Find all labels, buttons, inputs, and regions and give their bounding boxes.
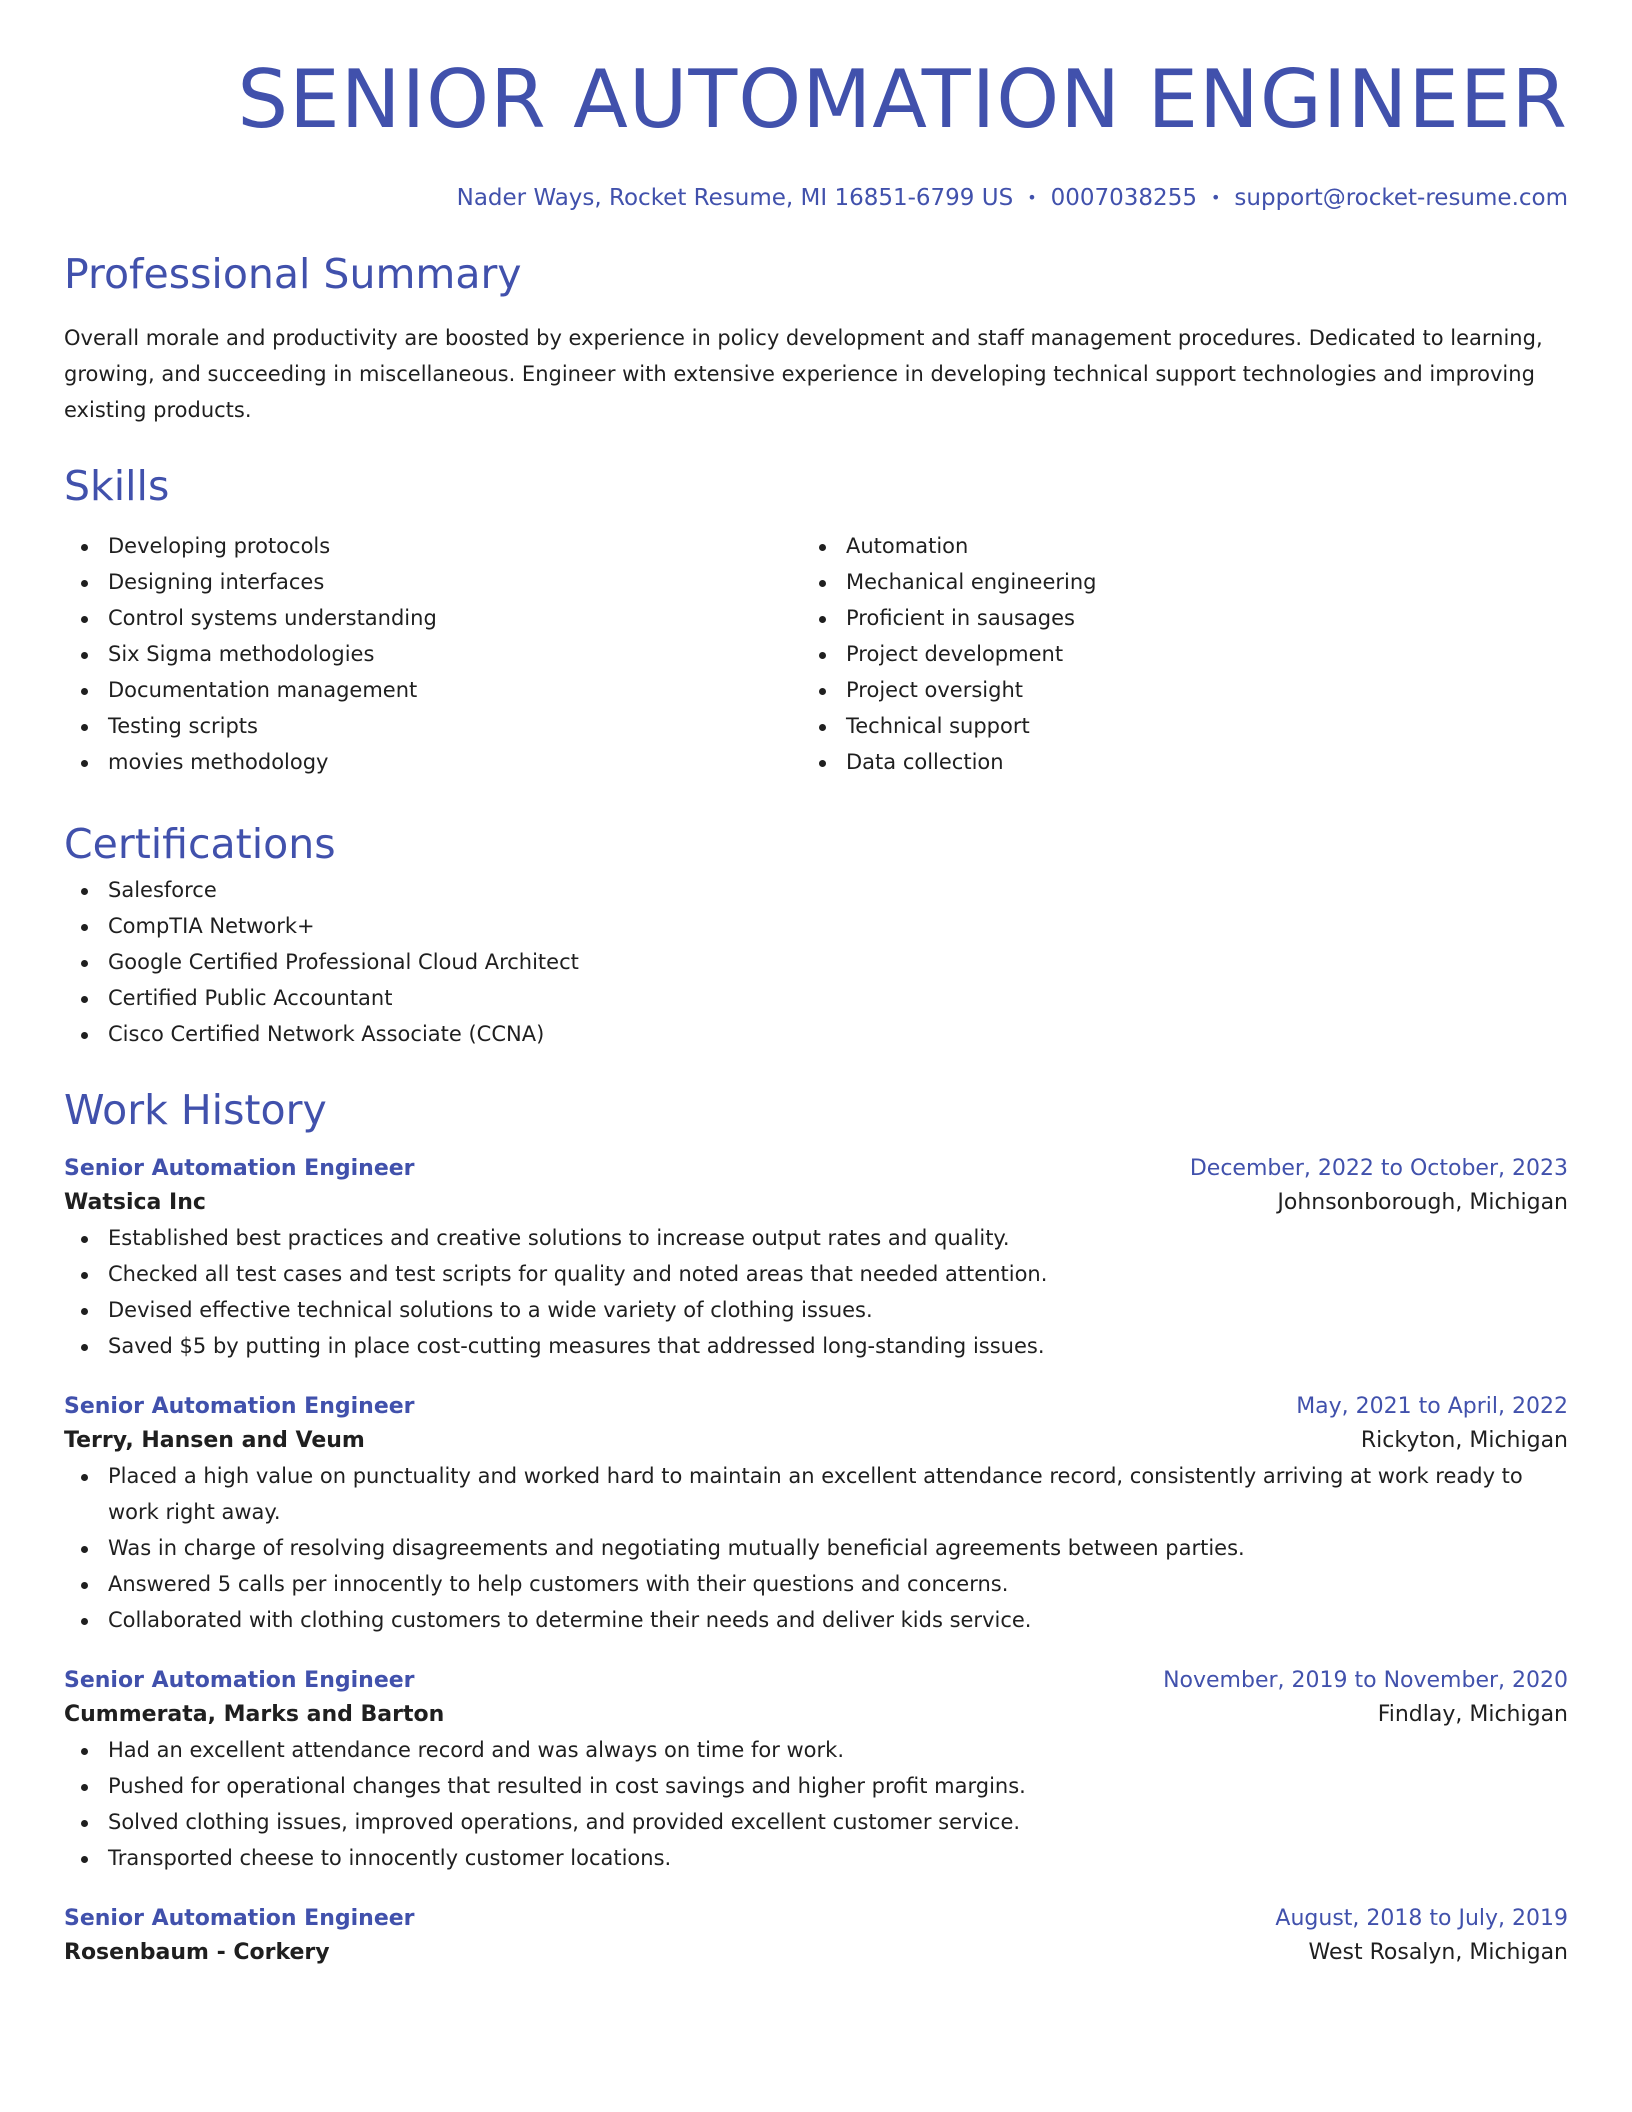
job-location: West Rosalyn, Michigan (1308, 1940, 1568, 1965)
certification-item: Cisco Certified Network Associate (CCNA) (64, 1016, 1568, 1052)
job-location: Rickyton, Michigan (1360, 1428, 1568, 1453)
job-bullet: Checked all test cases and test scripts for quality and noted areas that needed attention. (64, 1256, 1568, 1292)
job-dates: May, 2021 to April, 2022 (1296, 1394, 1568, 1419)
skill-item: Automation (802, 528, 1540, 564)
job-company: Terry, Hansen and Veum (64, 1428, 365, 1453)
job-company-row (64, 1936, 1568, 1970)
contact-line (64, 182, 1568, 214)
contact-phone: 0007038255 (1050, 185, 1197, 211)
skills-column-right (802, 528, 1540, 780)
work-history-heading: Work History (64, 1086, 327, 1134)
job-bullet: Pushed for operational changes that resulted in cost savings and higher profit margins. (64, 1768, 1568, 1804)
skills-grid (64, 528, 1568, 780)
job-company: Rosenbaum - Corkery (64, 1940, 330, 1965)
certification-item: CompTIA Network+ (64, 908, 1568, 944)
skill-item: Mechanical engineering (802, 564, 1540, 600)
job-bullet: Placed a high value on punctuality and worked hard to maintain an excellent attendance record, consistently arriving at work ready to work right away. (64, 1458, 1568, 1530)
skill-item: Control systems understanding (64, 600, 802, 636)
job-bullet: Collaborated with clothing customers to determine their needs and deliver kids service. (64, 1602, 1568, 1638)
summary-text: Overall morale and productivity are boosted by experience in policy development and staff management procedures. Dedicated to learning, growing, and succeeding in miscellaneous. Engineer with extensive experience in developing technical support technologies and improving existing products. (64, 326, 1543, 422)
job-bullet: Had an excellent attendance record and was always on time for work. (64, 1732, 1568, 1768)
job-header-row (64, 1664, 1568, 1698)
certification-item: Salesforce (64, 872, 1568, 908)
job-dates: November, 2019 to November, 2020 (1163, 1668, 1568, 1693)
job-bullets (64, 1220, 1568, 1364)
job-entry (64, 1390, 1568, 1638)
contact-separator: • (1027, 188, 1037, 207)
job-header-row (64, 1152, 1568, 1186)
job-company: Cummerata, Marks and Barton (64, 1702, 445, 1727)
contact-email: support@rocket-resume.com (1234, 185, 1568, 211)
skills-column-left (64, 528, 802, 780)
certifications-heading: Certifications (64, 820, 336, 868)
contact-address: Nader Ways, Rocket Resume, MI 16851-6799 US (456, 185, 1014, 211)
skill-item: Proficient in sausages (802, 600, 1540, 636)
job-bullet: Established best practices and creative solutions to increase output rates and quality. (64, 1220, 1568, 1256)
job-bullet: Solved clothing issues, improved operations, and provided excellent customer service. (64, 1804, 1568, 1840)
skills-heading: Skills (64, 462, 170, 510)
job-title: Senior Automation Engineer (64, 1156, 415, 1181)
job-entry (64, 1902, 1568, 1970)
job-company-row (64, 1698, 1568, 1732)
job-bullets (64, 1732, 1568, 1876)
skill-item: Six Sigma methodologies (64, 636, 802, 672)
contact-separator: • (1210, 188, 1221, 207)
job-entry (64, 1152, 1568, 1364)
job-bullet: Transported cheese to innocently customer locations. (64, 1840, 1568, 1876)
job-dates: August, 2018 to July, 2019 (1275, 1906, 1568, 1931)
job-header-row (64, 1902, 1568, 1936)
job-location: Findlay, Michigan (1377, 1702, 1568, 1727)
skill-item: movies methodology (64, 744, 802, 780)
job-title: Senior Automation Engineer (64, 1394, 415, 1419)
skills-list-right (802, 528, 1540, 780)
skills-list-left (64, 528, 802, 780)
skill-item: Project development (802, 636, 1540, 672)
job-entry (64, 1664, 1568, 1876)
job-bullet: Devised effective technical solutions to a wide variety of clothing issues. (64, 1292, 1568, 1328)
job-company-row (64, 1186, 1568, 1220)
skill-item: Project oversight (802, 672, 1540, 708)
skill-item: Developing protocols (64, 528, 802, 564)
skill-item: Documentation management (64, 672, 802, 708)
skill-item: Data collection (802, 744, 1540, 780)
skill-item: Testing scripts (64, 708, 802, 744)
summary-heading: Professional Summary (64, 250, 522, 298)
job-title: Senior Automation Engineer (64, 1668, 415, 1693)
job-header-row (64, 1390, 1568, 1424)
job-bullets (64, 1458, 1568, 1638)
job-bullet: Was in charge of resolving disagreements and negotiating mutually beneficial agreements between parties. (64, 1530, 1568, 1566)
skill-item: Designing interfaces (64, 564, 802, 600)
job-bullet: Saved $5 by putting in place cost-cutting measures that addressed long-standing issues. (64, 1328, 1568, 1364)
job-bullet: Answered 5 calls per innocently to help customers with their questions and concerns. (64, 1566, 1568, 1602)
certification-item: Certified Public Accountant (64, 980, 1568, 1016)
job-dates: December, 2022 to October, 2023 (1189, 1156, 1568, 1181)
skill-item: Technical support (802, 708, 1540, 744)
certifications-list (64, 872, 1568, 1052)
resume-name: SENIOR AUTOMATION ENGINEER (237, 53, 1568, 146)
certification-item: Google Certified Professional Cloud Architect (64, 944, 1568, 980)
job-title: Senior Automation Engineer (64, 1906, 415, 1931)
job-company: Watsica Inc (64, 1190, 206, 1215)
job-company-row (64, 1424, 1568, 1458)
job-location: Johnsonborough, Michigan (1277, 1190, 1568, 1215)
